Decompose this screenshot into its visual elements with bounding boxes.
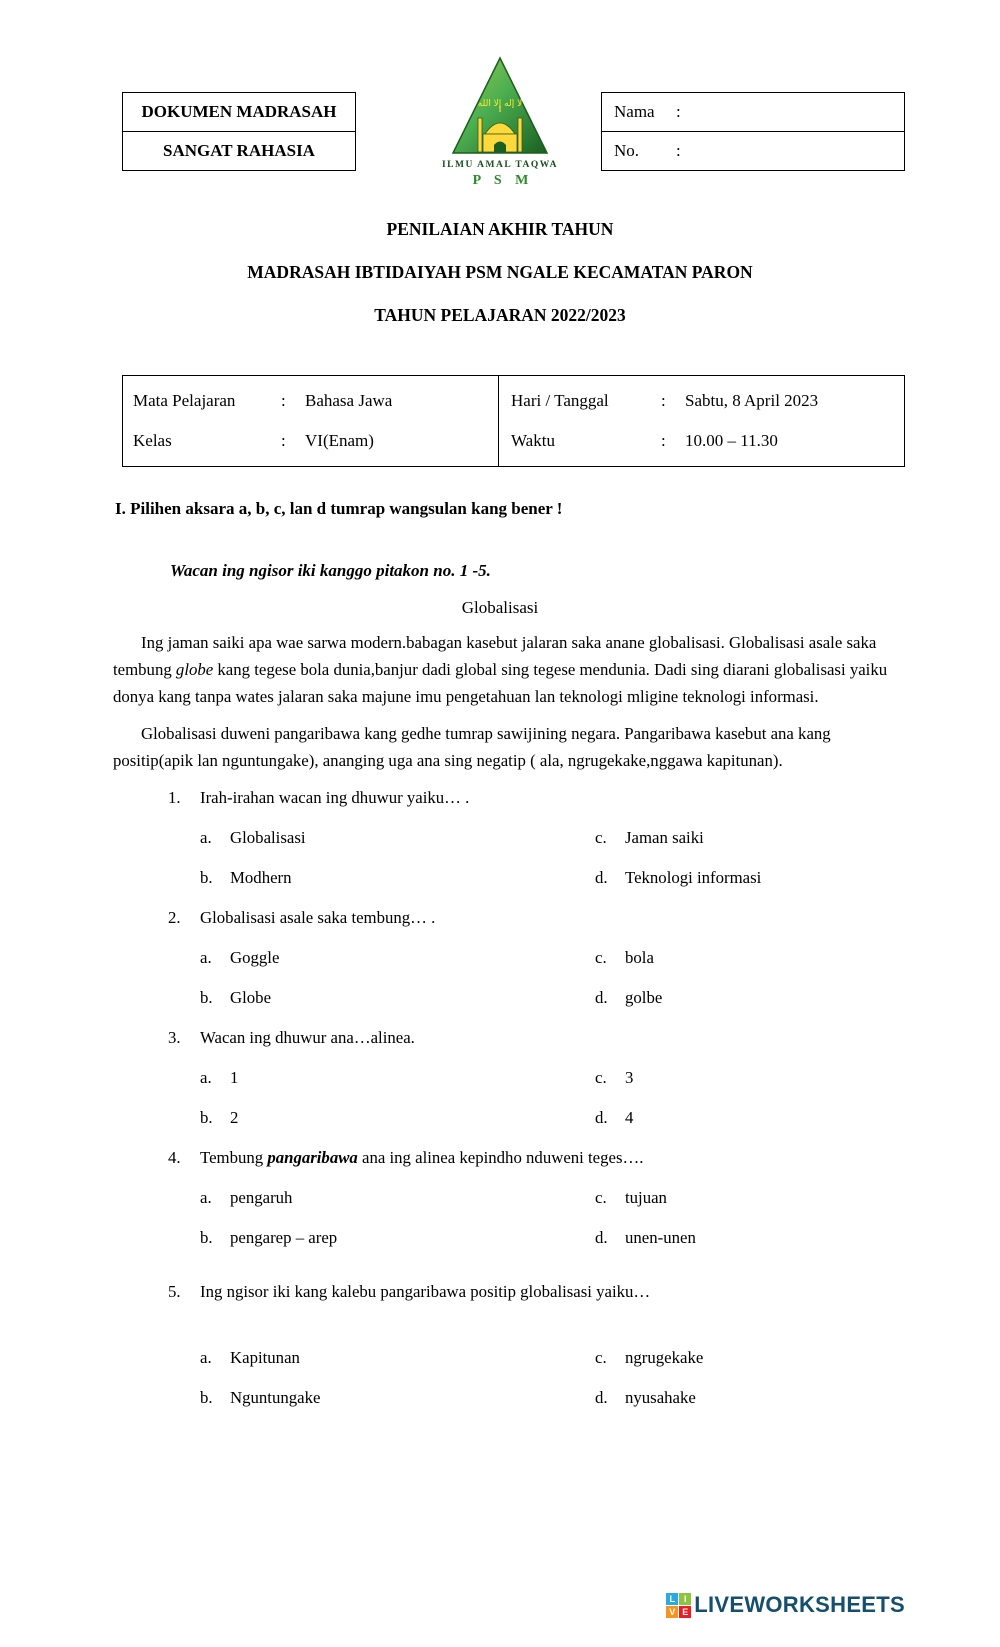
question-4-options (200, 1178, 905, 1258)
question-1-line (122, 778, 905, 818)
option-text: 3 (625, 1068, 634, 1087)
madrasah-logo-svg (433, 56, 567, 192)
liveworksheets-brand-link[interactable] (666, 1592, 905, 1618)
passage-p1-before: Ing jaman saiki apa wae sarwa modern.babagan kasebut jalaran saka anane globalisasi. Globalisasi asale saka tembung (113, 633, 877, 679)
option-c (595, 1058, 905, 1098)
option-label: d. (595, 1388, 608, 1407)
option-text: nyusahake (625, 1388, 696, 1407)
option-label: b. (200, 988, 213, 1007)
option-text: Goggle (230, 948, 280, 967)
option-label: d. (595, 988, 608, 1007)
question-5-line (122, 1272, 905, 1312)
option-c (595, 1178, 905, 1218)
option-c (595, 818, 905, 858)
number-field-colon: : (676, 141, 681, 160)
exam-title-line2: MADRASAH IBTIDAIYAH PSM NGALE KECAMATAN PARON (247, 262, 753, 282)
logo-org-name: P S M (472, 173, 534, 188)
date-value: Sabtu, 8 April 2023 (685, 391, 819, 410)
question-number: 3. (168, 1028, 181, 1047)
option-text: pengarep – arep (230, 1228, 338, 1247)
section1-heading: I. Pilihen aksara a, b, c, lan d tumrap wangsulan kang bener ! (115, 499, 563, 518)
option-label: a. (200, 828, 212, 847)
name-field-label: Nama (614, 102, 655, 121)
number-field-row (601, 131, 905, 171)
document-classification-box (122, 92, 356, 171)
option-label: d. (595, 868, 608, 887)
option-label: a. (200, 1348, 212, 1367)
option-label: c. (595, 1348, 607, 1367)
name-field-colon: : (676, 102, 681, 121)
passage-title: Globalisasi (461, 598, 539, 617)
option-text: tujuan (625, 1188, 667, 1207)
question-4-text-before: Tembung (200, 1148, 268, 1167)
question-3-line (122, 1018, 905, 1058)
option-label: a. (200, 948, 212, 967)
question-text: Globalisasi asale saka tembung… . (200, 908, 436, 927)
question-5-options (200, 1338, 905, 1418)
passage-p1-italic-word: globe (175, 660, 214, 679)
option-label: c. (595, 828, 607, 847)
option-text: Teknologi informasi (625, 868, 762, 887)
logo-calligraphy: لا إله إلا الله (477, 99, 523, 109)
option-d (595, 1218, 905, 1258)
option-text: Globalisasi (230, 828, 306, 847)
option-label: b. (200, 868, 213, 887)
option-text: 2 (230, 1108, 239, 1127)
question-number: 1. (168, 788, 181, 807)
option-label: c. (595, 1188, 607, 1207)
option-b (200, 858, 595, 898)
exam-info-right-cell (499, 376, 904, 466)
option-text: bola (625, 948, 654, 967)
class-colon: : (281, 431, 286, 450)
option-label: b. (200, 1108, 213, 1127)
option-d (595, 1378, 905, 1418)
time-row (511, 421, 904, 461)
date-label: Hari / Tanggal (511, 391, 609, 410)
question-number: 5. (168, 1282, 181, 1301)
question-number: 2. (168, 908, 181, 927)
logo-tile-e: E (679, 1606, 691, 1618)
doc-classification-line2: SANGAT RAHASIA (122, 131, 356, 171)
subject-row (133, 381, 498, 421)
option-a (200, 1338, 595, 1378)
option-c (595, 938, 905, 978)
question-text: Irah-irahan wacan ing dhuwur yaiku… . (200, 788, 470, 807)
question-4-line (122, 1138, 905, 1178)
option-text: ngrugekake (625, 1348, 704, 1367)
option-text: Jaman saiki (625, 828, 704, 847)
class-value: VI(Enam) (305, 431, 374, 450)
logo-tile-l: L (666, 1593, 678, 1605)
option-a (200, 1178, 595, 1218)
logo-tile-v: V (666, 1606, 678, 1618)
passage-p1-after: kang tegese bola dunia,banjur dadi global sing tegese mendunia. Dadi sing diarani globalisasi yaiku donya kang tanpa wates jalaran saka majune imu pengetahuan lan teknologi mligine teknologi informasi. (113, 660, 888, 706)
class-row (133, 421, 498, 461)
logo-motto: ILMU AMAL TAQWA (441, 160, 559, 170)
option-text: unen-unen (625, 1228, 696, 1247)
time-label: Waktu (511, 431, 555, 450)
time-value: 10.00 – 11.30 (685, 431, 778, 450)
option-label: a. (200, 1068, 212, 1087)
option-label: b. (200, 1228, 213, 1247)
doc-classification-line1: DOKUMEN MADRASAH (122, 92, 356, 132)
option-a (200, 938, 595, 978)
passage-instruction: Wacan ing ngisor iki kanggo pitakon no. 1 -5. (170, 561, 491, 580)
logo-minaret-left (478, 118, 482, 152)
name-field-row (601, 92, 905, 132)
option-label: b. (200, 1388, 213, 1407)
question-number: 4. (168, 1148, 181, 1167)
option-text: 1 (230, 1068, 239, 1087)
option-c (595, 1338, 905, 1378)
option-a (200, 1058, 595, 1098)
question-4-emphasized-word: pangaribawa (267, 1148, 358, 1167)
option-text: golbe (625, 988, 663, 1007)
question-text: Ing ngisor iki kang kalebu pangaribawa positip globalisasi yaiku… (200, 1282, 651, 1301)
liveworksheets-wordmark: LIVEWORKSHEETS (694, 1592, 905, 1617)
question-1 (122, 778, 905, 898)
option-b (200, 1378, 595, 1418)
exam-title-line1: PENILAIAN AKHIR TAHUN (386, 219, 614, 239)
question-2-line (122, 898, 905, 938)
option-label: c. (595, 948, 607, 967)
option-a (200, 818, 595, 858)
date-row (511, 381, 904, 421)
madrasah-logo-icon (433, 56, 567, 192)
option-label: d. (595, 1108, 608, 1127)
option-text: Kapitunan (230, 1348, 300, 1367)
liveworksheets-logo-icon (666, 1593, 691, 1618)
logo-tile-i: I (679, 1593, 691, 1605)
option-label: a. (200, 1188, 212, 1207)
time-colon: : (661, 431, 666, 450)
option-d (595, 858, 905, 898)
exam-info-table (122, 375, 905, 467)
option-text: 4 (625, 1108, 634, 1127)
option-text: Modhern (230, 868, 292, 887)
option-d (595, 978, 905, 1018)
question-4 (122, 1138, 905, 1258)
exam-info-left-cell (123, 376, 499, 466)
question-text: Wacan ing dhuwur ana…alinea. (200, 1028, 415, 1047)
question-text (200, 1148, 643, 1168)
option-text: Globe (230, 988, 272, 1007)
question-3 (122, 1018, 905, 1138)
number-field-label: No. (614, 141, 640, 160)
option-text: Nguntungake (230, 1388, 321, 1407)
passage-paragraph-1 (113, 629, 905, 710)
exam-title-line3: TAHUN PELAJARAN 2022/2023 (374, 305, 626, 325)
question-list (122, 778, 905, 1418)
question-5 (122, 1272, 905, 1418)
subject-label: Mata Pelajaran (133, 391, 236, 410)
question-2 (122, 898, 905, 1018)
option-b (200, 978, 595, 1018)
date-colon: : (661, 391, 666, 410)
student-identity-box (601, 92, 905, 171)
class-label: Kelas (133, 431, 172, 450)
exam-title-block (0, 219, 1000, 348)
passage-paragraph-2: Globalisasi duweni pangaribawa kang gedhe tumrap sawijining negara. Pangaribawa kasebut ana kang positip(apik lan nguntungake), ananging uga ana sing negatip ( ala, ngrugekake,nggawa kapitunan). (113, 724, 831, 770)
question-4-text-after: ana ing alinea kepindho nduweni teges…. (357, 1148, 644, 1167)
option-b (200, 1218, 595, 1258)
question-1-options (200, 818, 905, 898)
option-label: c. (595, 1068, 607, 1087)
logo-minaret-right (518, 118, 522, 152)
option-d (595, 1098, 905, 1138)
option-text: pengaruh (230, 1188, 293, 1207)
option-label: d. (595, 1228, 608, 1247)
option-b (200, 1098, 595, 1138)
subject-colon: : (281, 391, 286, 410)
question-2-options (200, 938, 905, 1018)
question-3-options (200, 1058, 905, 1138)
subject-value: Bahasa Jawa (305, 391, 393, 410)
